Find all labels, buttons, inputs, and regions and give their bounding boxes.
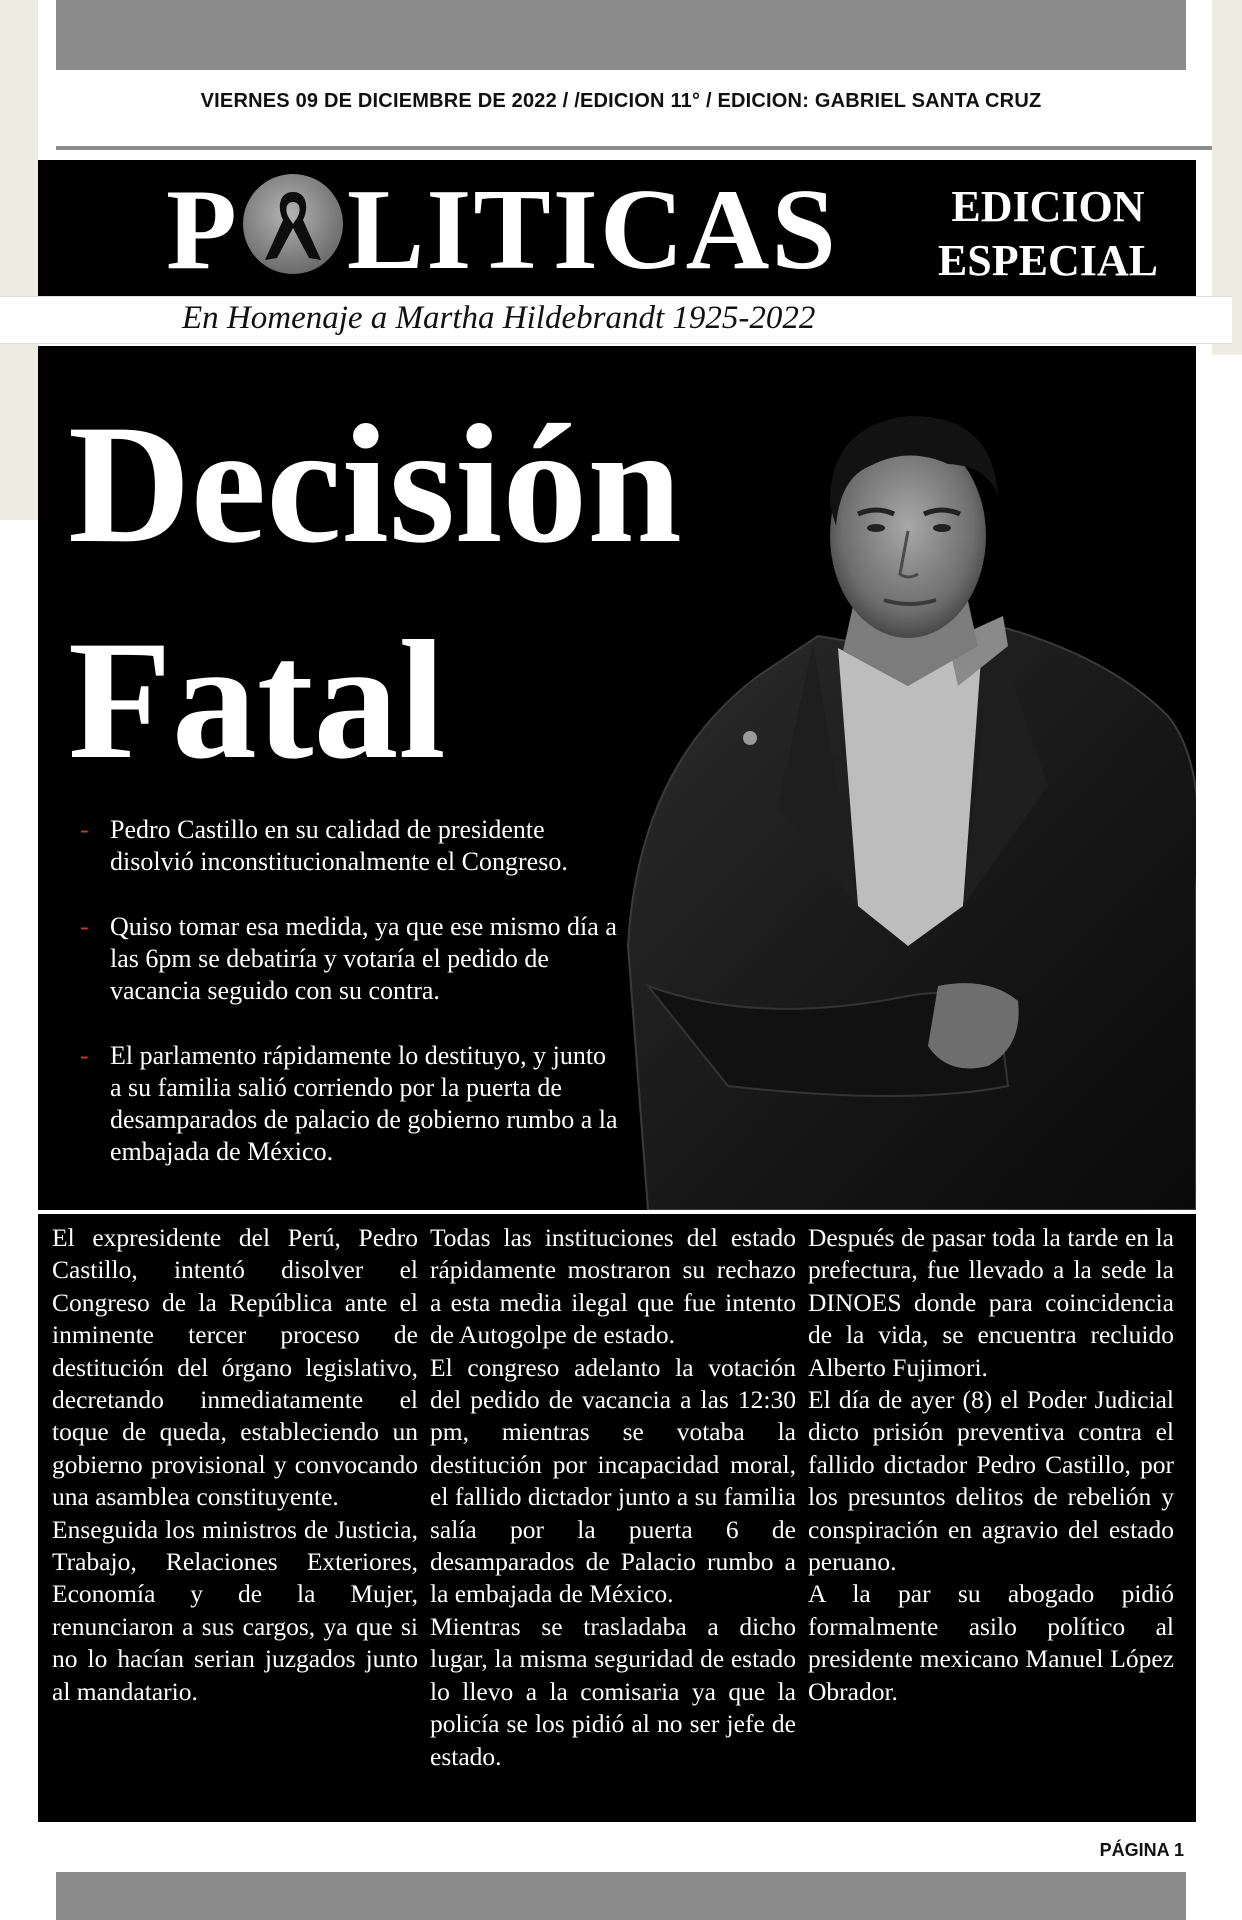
summary-bullet [58, 814, 618, 878]
article-column-1 [52, 1222, 418, 1708]
dateline: VIERNES 09 DE DICIEMBRE DE 2022 / /EDICION 11° / EDICION: GABRIEL SANTA CRUZ [200, 90, 1042, 112]
summary-bullet [58, 1040, 618, 1168]
headline-line-1: Decisión [68, 390, 682, 578]
article-column-3 [808, 1222, 1174, 1708]
masthead-title-post: LITICAS [346, 166, 838, 294]
bullet-dash: - [80, 815, 89, 844]
tribute-text: En Homenaje a Martha Hildebrandt 1925-2022 [182, 300, 816, 336]
header-rule [56, 146, 1212, 150]
bottom-gray-bar [56, 1872, 1186, 1920]
mourning-ribbon-icon [243, 174, 343, 274]
article-paragraph: El expresidente del Perú, Pedro Castillo, intentó disolver el Congreso de la República ante el inminente tercer proceso de destitución del órgano legislativo, decretando inmediatamente el toque de queda, estableciendo un gobierno provisional y convocando una asamblea constituyente. [52, 1223, 418, 1512]
top-gray-bar [56, 0, 1186, 70]
article-paragraph: El día de ayer (8) el Poder Judicial dicto prisión preventiva contra el fallido dictador Pedro Castillo, por los presuntos delitos de rebelión y conspiración en agravio del estado peruano. [808, 1385, 1174, 1577]
article-body [38, 1214, 1196, 1822]
article-column-2 [430, 1222, 796, 1773]
article-paragraph: Todas las instituciones del estado rápidamente mostraron su rechazo a esta media ilegal que fue intento de Autogolpe de estado. [430, 1223, 796, 1350]
article-paragraph: Después de pasar toda la tarde en la prefectura, fue llevado a la sede la DINOES donde para coincidencia de la vida, se encuentra recluido Alberto Fujimori. [808, 1223, 1174, 1382]
headline [68, 376, 682, 808]
masthead-title-pre: P [166, 166, 239, 294]
bullet-text: El parlamento rápidamente lo destituyo, y junto a su familia salió corriendo por la puerta de desamparados de palacio de gobierno rumbo a la embajada de México. [110, 1041, 618, 1166]
article-paragraph: Mientras se trasladaba a dicho lugar, la misma seguridad de estado lo llevo a la comisaria ya que la policía se los pidió al no ser jefe de estado. [430, 1611, 796, 1771]
masthead [38, 160, 1196, 296]
masthead-title [166, 166, 838, 294]
tribute-strip [0, 296, 1232, 344]
page-background-left [0, 0, 38, 520]
article-paragraph: A la par su abogado pidió formalmente asilo político al presidente mexicano Manuel López Obrador. [808, 1579, 1174, 1706]
edition-line-1: EDICION [951, 182, 1145, 231]
bullet-text: Pedro Castillo en su calidad de presidente disolvió inconstitucionalmente el Congreso. [110, 815, 568, 876]
portrait-photo [608, 386, 1196, 1210]
article-paragraph: Enseguida los ministros de Justicia, Trabajo, Relaciones Exteriores, Economía y de la Mujer, renunciaron a sus cargos, ya que si no lo hacían serian juzgados junto al mandatario. [52, 1514, 418, 1706]
edition-line-2: ESPECIAL [937, 236, 1158, 285]
page-number: PÁGINA 1 [1099, 1840, 1184, 1860]
summary-bullets [58, 814, 618, 1201]
summary-bullet [58, 911, 618, 1007]
special-edition-label [938, 180, 1158, 288]
hero-section [38, 346, 1196, 1210]
bullet-dash: - [80, 912, 89, 941]
bullet-text: Quiso tomar esa medida, ya que ese mismo día a las 6pm se debatiría y votaría el pedido de vacancia seguido con su contra. [110, 912, 617, 1005]
article-paragraph: El congreso adelanto la votación del pedido de vacancia a las 12:30 pm, mientras se votaba la destitución por incapacidad moral, el fallido dictador junto a su familia salía por la puerta 6 de desamparados de Palacio rumbo a la embajada de México. [430, 1352, 796, 1609]
bullet-dash: - [80, 1041, 89, 1070]
headline-line-2: Fatal [68, 606, 446, 794]
